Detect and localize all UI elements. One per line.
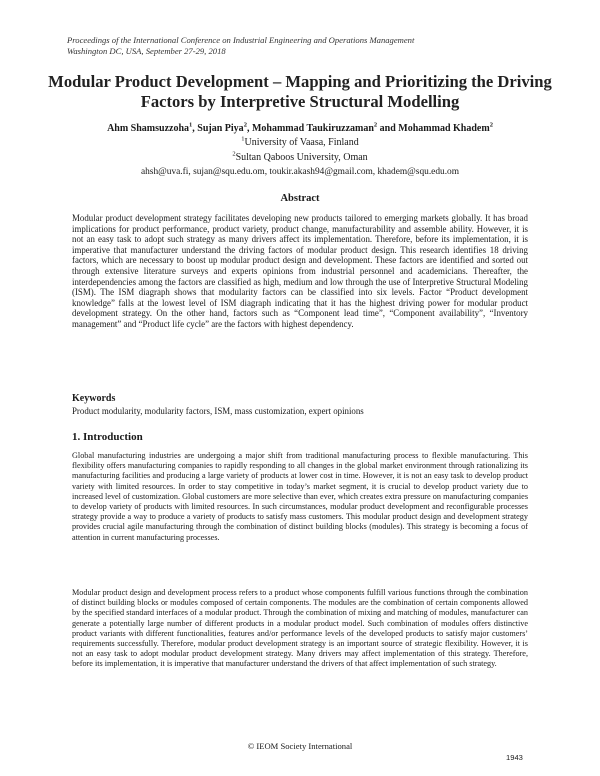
author-list — [40, 123, 560, 135]
author-name: Sujan Piya — [197, 123, 244, 134]
keywords-text: Product modularity, modularity factors, ISM, mass customization, expert opinions — [72, 406, 364, 416]
author-separator: and — [377, 123, 399, 134]
paper-title: Modular Product Development – Mapping and Prioritizing the Driving Factors by Interpretive Structural Modelling — [48, 72, 552, 111]
author-emails: ahsh@uva.fi, sujan@squ.edu.om, toukir.akash94@gmail.com, khadem@squ.edu.om — [140, 167, 460, 177]
affiliation-mark: 2 — [232, 150, 236, 158]
author-affil-mark: 2 — [489, 121, 493, 129]
page-number: 1943 — [506, 753, 523, 762]
author-name: Mohammad Taukiruzzaman — [251, 123, 374, 134]
abstract-text: Modular product development strategy facilitates developing new products tailored to emerging markets globally. It has broad implications for product performance, product variety, product change, manufacturability and assemble ability. However, it is not an easy task to adopt such strategy as many drivers affect its implementation. Therefore, before its implementation, it is imperative that manufacturer understand the driving factors of modular product design. This research identifies 18 driving factors, which are necessary to boost up modular product design and development. These factors are identified and sorted out through extensive literature surveys and experts opinions from industrial personnel and academicians. Thereafter, the interdependencies among the factors are classified as high, medium and low through the use of Interpretive Structural Modeling (ISM). The ISM diagraph shows that modularity factors can be classified into six levels. Factor “Product development knowledge” falls at the lowest level of ISM diagraph indicating that it has the highest driving power for modular product development strategy. On the other hand, factors such as “Component lead time”, “Component availability”, “Inventory management” and “Product life cycle” are the factors with highest dependency. — [72, 213, 528, 329]
affiliation-text: University of Vaasa, Finland — [244, 137, 359, 148]
author-affil-mark: 2 — [243, 121, 247, 129]
author-name: Ahm Shamsuzzoha — [107, 123, 190, 134]
author-name: Mohammad Khadem — [398, 123, 490, 134]
affiliation-text: Sultan Qaboos University, Oman — [235, 152, 368, 163]
author-separator: , — [192, 123, 198, 134]
introduction-paragraph-1: Global manufacturing industries are undergoing a major shift from traditional manufacturing process to flexible manufacturing. This flexibility offers manufacturing companies to rapidly responding to all changes in the global market environment through rationalizing its manufacturing facilities and producing a large variety of products at lower cost in time. However, it is not an easy task to develop product variety with limited resources. In order to stay competitive in today’s market segment, it is crucial to develop product variety due to increased level of customization. Global customers are more selective than ever, which creates extra pressure on manufacturing companies to develop variety of products with limited resources. In such circumstances, modular product development and reconfigurable processes strategy provide a way to produce a variety of products to satisfy mass customers. This modular product design and development strategy provides crucial agile manufacturing through the combination of distinct building blocks (modules). This strategy is becoming a focus of attention in current manufacturing processes. — [72, 451, 528, 542]
affiliation-1 — [40, 137, 560, 149]
author-affil-mark: 2 — [373, 121, 378, 129]
affiliation-2 — [40, 152, 560, 164]
proceedings-header-line1: Proceedings of the International Conference on Industrial Engineering and Operations Management — [67, 35, 415, 45]
copyright-footer: © IEOM Society International — [247, 741, 353, 751]
author-affil-mark: 1 — [189, 121, 193, 129]
introduction-paragraph-2: Modular product design and development process refers to a product whose components fulfill various functions through the combination of distinct building blocks or modules composed of certain components. The modules are the combination of certain components allowed by the specified standard interfaces of a modular product. Through the combination of mixing and matching of modules, manufacturer can generate a potentially large number of different products in a modular product model. Such combination of modules offers distinctive product variants with different functionalities, features and/or performance levels of the developed products to satisfy major customers’ requirements successfully. Therefore, modular product development strategy is an important source of strategic flexibility. However, it is not an easy task to adopt modular product development strategy. Many drivers may affect implementation of this strategy. Therefore, before its implementation, it is imperative that manufacturer understand the drivers of that affect implementation of such strategy. — [72, 588, 528, 669]
introduction-heading: 1. Introduction — [72, 431, 143, 443]
abstract-heading: Abstract — [280, 193, 320, 204]
keywords-heading: Keywords — [72, 393, 116, 404]
author-separator: , — [246, 123, 252, 134]
affiliation-mark: 1 — [241, 135, 245, 143]
proceedings-header-line2: Washington DC, USA, September 27-29, 2018 — [67, 46, 226, 56]
